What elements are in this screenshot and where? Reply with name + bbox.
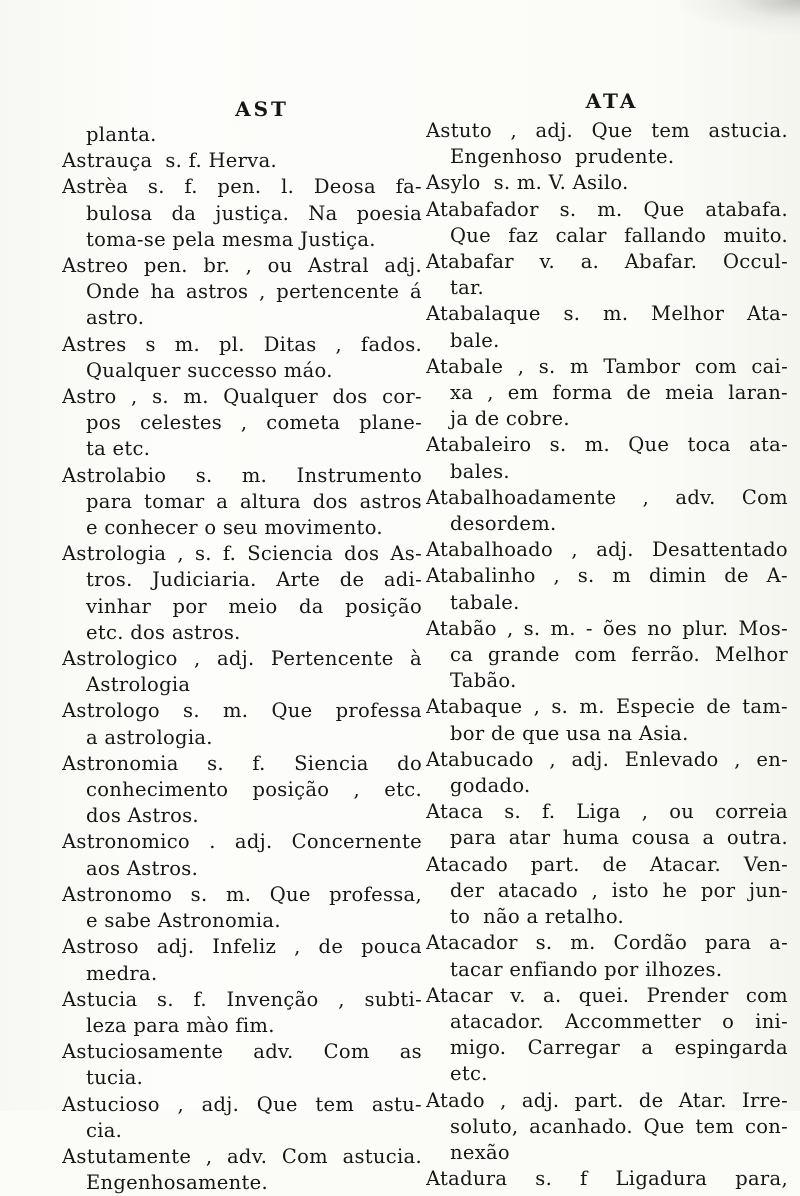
entry-headword-line: Astrologico , adj. Pertencente à xyxy=(62,647,422,671)
entry-headword-line: Astucioso , adj. Que tem astu- xyxy=(62,1092,422,1116)
entry-continuation-line: Engenhoso prudente. xyxy=(450,145,675,169)
entry-headword-line: Astrolabio s. m. Instrumento xyxy=(62,463,422,487)
entry-continuation-line: nexão xyxy=(450,1140,510,1164)
entry-continuation-line: godado. xyxy=(450,774,531,798)
entry-continuation-line: xa , em forma de meia laran- xyxy=(450,381,788,405)
entry-headword-line: Atacado part. de Atacar. Ven- xyxy=(426,852,788,876)
entry-continuation-line: para atar huma cousa a outra. xyxy=(450,826,788,850)
entry-continuation-line: Qualquer successo máo. xyxy=(86,358,333,382)
entry-headword-line: Atabale , s. m Tambor com cai- xyxy=(426,354,788,378)
entry-continuation-line: bulosa da justiça. Na poesia xyxy=(86,201,422,225)
entry-headword-line: Atacador s. m. Cordão para a- xyxy=(426,931,788,955)
entry-continuation-line: tar. xyxy=(450,276,485,300)
entry-continuation-line: dos Astros. xyxy=(86,804,199,828)
entry-headword-line: Atabucado , adj. Enlevado , en- xyxy=(426,747,788,771)
entry-continuation-line: bor de que usa na Asia. xyxy=(450,721,689,745)
entry-headword-line: Ataca s. f. Liga , ou correia xyxy=(426,800,788,824)
left-running-head: AST xyxy=(235,97,289,121)
entry-continuation-line: e conhecer o seu movimento. xyxy=(86,516,383,540)
entry-headword-line: Astro , s. m. Qualquer dos cor- xyxy=(62,385,422,409)
entry-headword-line: Astutamente , adv. Com astucia. xyxy=(62,1144,422,1168)
entry-headword-line: Atabalaque s. m. Melhor Ata- xyxy=(426,302,788,326)
entry-headword-line: Atabão , s. m. - ões no plur. Mos- xyxy=(426,616,788,640)
entry-headword-line: Asylo s. m. V. Asilo. xyxy=(426,171,629,195)
entry-headword-line: Astuto , adj. Que tem astucia. xyxy=(426,119,788,142)
entry-continuation-line: ca grande com ferrão. Melhor xyxy=(450,643,788,667)
entry-headword-line: Atabafar v. a. Abafar. Occul- xyxy=(426,250,788,274)
entry-continuation-line: atacador. Accommetter o ini- xyxy=(450,1009,788,1033)
entry-headword-line: Astroso adj. Infeliz , de pouca xyxy=(62,935,422,959)
entry-continuation-line: etc. xyxy=(450,1062,488,1086)
entry-continuation-line: ja de cobre. xyxy=(450,407,570,431)
entry-headword-line: Astronomia s. f. Siencia do xyxy=(62,751,422,775)
right-column xyxy=(426,89,788,1192)
entry-headword-line: Astronomico . adj. Concernente xyxy=(62,830,422,854)
entry-continuation-line: bale. xyxy=(450,328,500,352)
left-column xyxy=(62,92,422,1196)
entry-continuation-line: astro. xyxy=(86,306,145,330)
entry-continuation-line: desordem. xyxy=(450,512,557,536)
entry-continuation-line: medra. xyxy=(86,961,158,985)
entry-headword-line: Astres s m. pl. Ditas , fados. xyxy=(62,332,422,356)
entry-headword-line: Atabaleiro s. m. Que toca ata- xyxy=(426,433,788,457)
right-column-lines xyxy=(426,118,788,1192)
entry-continuation-line: Tabão. xyxy=(450,669,517,693)
entry-continuation-line: soluto, acanhado. Que tem con- xyxy=(450,1114,788,1138)
entry-continuation-line: Onde ha astros , pertencente á xyxy=(86,280,422,304)
entry-continuation-line: to não a retalho. xyxy=(450,905,625,929)
entry-headword-line: Atacar v. a. quei. Prender com xyxy=(426,983,788,1007)
entry-continuation-line: tacar enfiando por ilhozes. xyxy=(450,957,723,981)
entry-continuation-line: planta. xyxy=(86,123,157,146)
entry-continuation-line: ta etc. xyxy=(86,437,151,461)
entry-headword-line: Astrologo s. m. Que professa xyxy=(62,699,422,723)
entry-headword-line: Atabalhoado , adj. Desattentado xyxy=(426,538,788,562)
entry-headword-line: Astrologia , s. f. Sciencia dos As- xyxy=(62,542,422,566)
entry-headword-line: Astreo pen. br. , ou Astral adj. xyxy=(62,254,422,278)
entry-headword-line: Astronomo s. m. Que professa, xyxy=(62,882,422,906)
left-column-lines xyxy=(62,122,422,1196)
entry-continuation-line: bales. xyxy=(450,459,510,483)
entry-continuation-line: aos Astros. xyxy=(86,856,199,880)
entry-headword-line: Astrèa s. f. pen. l. Deosa fa- xyxy=(62,175,422,199)
page-corner-shadow xyxy=(680,0,800,34)
entry-headword-line: Atadura s. f Ligadura para, xyxy=(426,1167,788,1191)
entry-headword-line: Atabalinho , s. m dimin de A- xyxy=(426,564,788,588)
entry-continuation-line: leza para mào fim. xyxy=(86,1013,275,1037)
entry-headword-line: Astuciosamente adv. Com as xyxy=(62,1040,422,1064)
entry-continuation-line: e sabe Astronomia. xyxy=(86,909,281,933)
entry-continuation-line: der atacado , isto he por jun- xyxy=(450,878,788,902)
entry-continuation-line: vinhar por meio da posição xyxy=(86,594,422,618)
entry-continuation-line: toma-se pela mesma Justiça. xyxy=(86,227,376,251)
entry-continuation-line: tucia. xyxy=(86,1066,144,1090)
entry-continuation-line: tabale. xyxy=(450,590,520,614)
entry-continuation-line: Que faz calar fallando muito. xyxy=(450,223,788,247)
entry-headword-line: Atabafador s. m. Que atabafa. xyxy=(426,197,788,221)
entry-headword-line: Astucia s. f. Invenção , subti- xyxy=(62,987,422,1011)
entry-continuation-line: etc. dos astros. xyxy=(86,620,241,644)
entry-continuation-line: Astrologia xyxy=(86,673,191,697)
entry-continuation-line: para tomar a altura dos astros xyxy=(86,489,422,513)
entry-headword-line: Atabaque , s. m. Especie de tam- xyxy=(426,695,788,719)
entry-continuation-line: Engenhosamente. xyxy=(86,1171,268,1195)
right-running-head: ATA xyxy=(585,89,639,113)
entry-continuation-line: tros. Judiciaria. Arte de adi- xyxy=(86,568,422,592)
entry-continuation-line: cia. xyxy=(86,1118,123,1142)
entry-headword-line: Atado , adj. part. de Atar. Irre- xyxy=(426,1088,788,1112)
entry-continuation-line: pos celestes , cometa plane- xyxy=(86,411,422,435)
entry-continuation-line: migo. Carregar a espingarda xyxy=(450,1036,788,1060)
entry-headword-line: Astrauça s. f. Herva. xyxy=(62,149,278,173)
entry-continuation-line: a astrologia. xyxy=(86,725,213,749)
entry-continuation-line: conhecimento posição , etc. xyxy=(86,778,422,802)
entry-headword-line: Atabalhoadamente , adv. Com xyxy=(426,485,788,509)
